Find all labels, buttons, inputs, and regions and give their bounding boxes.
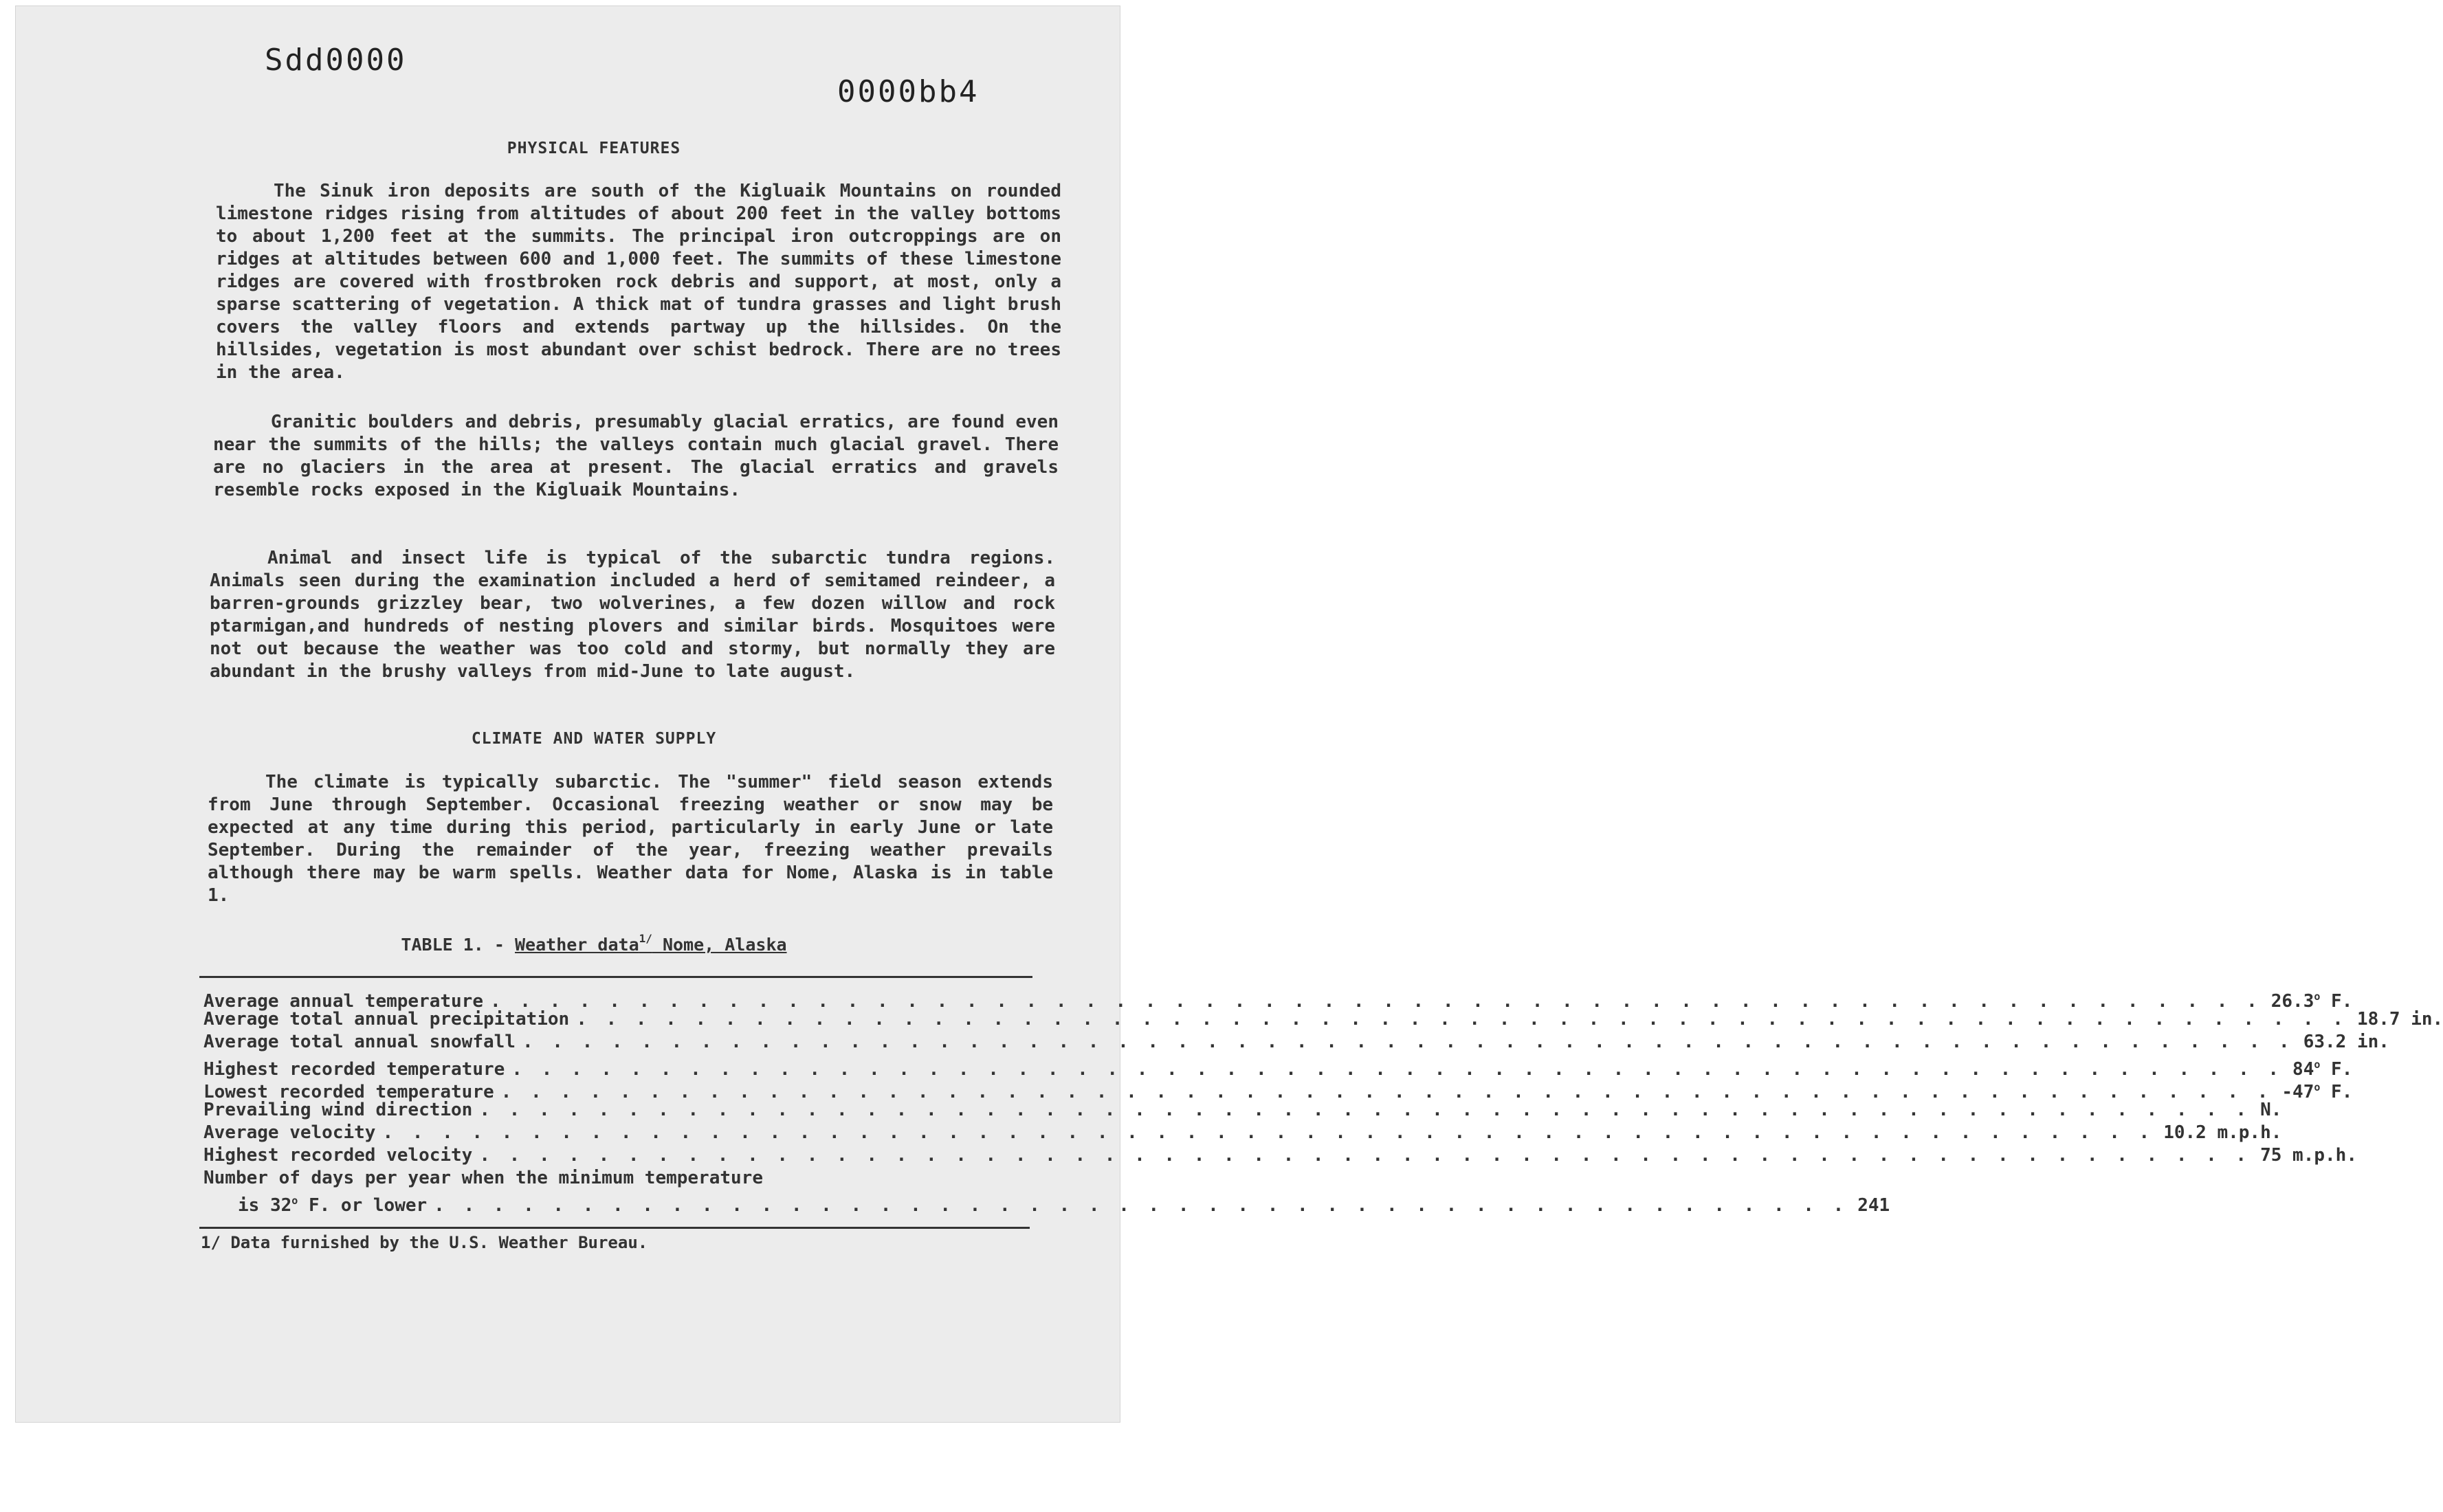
weather-row-label-line2: is 32$^o$ F. or lower bbox=[238, 1194, 428, 1216]
weather-row-value: -47$^o$ F. bbox=[2281, 1081, 2353, 1102]
weather-row-label: Average velocity bbox=[203, 1122, 376, 1143]
weather-row bbox=[203, 1144, 2357, 1167]
weather-row bbox=[203, 1031, 2389, 1054]
weather-row-value: 10.2 m.p.h. bbox=[2163, 1122, 2282, 1143]
weather-table bbox=[203, 986, 2443, 1216]
weather-row-label: Highest recorded temperature bbox=[203, 1059, 505, 1080]
table-label: TABLE 1. - bbox=[401, 935, 505, 955]
weather-row-value: N. bbox=[2260, 1100, 2282, 1120]
table-caption bbox=[0, 932, 1188, 955]
weather-row bbox=[203, 1099, 2282, 1122]
leader-dots: . . . . . . . . . . . . . . . . . . . . . . . . . . . . . . . . . . . . . . . . . . . . . . . . . . . . . . . . . . . . bbox=[479, 1145, 2251, 1166]
weather-row-line2 bbox=[203, 1190, 1890, 1216]
paragraph-climate-1: The climate is typically subarctic. The "summer" field season extends from June through September. Occasional freezing weather or snow may be expected at any time during this period, particularly in early June or late September. During the remainder of the year, freezing weather prevails although there may be warm spells. Weather data for Nome, Alaska is in table 1. bbox=[208, 772, 1053, 906]
page-stamp-top: Sdd0000 bbox=[265, 43, 407, 78]
weather-row-label: Prevailing wind direction bbox=[203, 1100, 473, 1120]
leader-dots: . . . . . . . . . . . . . . . . . . . . . . . . . . . . . . . . . . . . . . . . . . . . . . . . . . . . . . . . . . . . bbox=[382, 1122, 2154, 1143]
heading-climate: CLIMATE AND WATER SUPPLY bbox=[471, 730, 717, 748]
weather-row bbox=[203, 1008, 2443, 1031]
page-stamp-right: 0000bb4 bbox=[837, 74, 980, 109]
weather-row-value: 63.2 in. bbox=[2303, 1032, 2389, 1052]
weather-row-days-below-freezing bbox=[203, 1167, 1890, 1216]
weather-rows bbox=[203, 986, 2443, 1167]
weather-row-value: 241 bbox=[1857, 1195, 1890, 1216]
leader-dots: . . . . . . . . . . . . . . . . . . . . . . . . . . . . . . . . . . . . . . . . . . . . . . . . . . . . . . . . . . . . bbox=[500, 1082, 2273, 1102]
leader-dots: . . . . . . . . . . . . . . . . . . . . . . . . . . . . . . . . . . . . . . . . . . . . . . . . . . . . . . . . . . . . bbox=[522, 1032, 2294, 1052]
weather-row-value: 18.7 in. bbox=[2356, 1009, 2443, 1030]
weather-row-value: 84$^o$ F. bbox=[2292, 1058, 2353, 1080]
weather-row bbox=[203, 1054, 2353, 1080]
table-title-rest: Nome, Alaska bbox=[652, 935, 787, 955]
leader-dots: . . . . . . . . . . . . . . . . . . . . . . . . . . . . . . . . . . . . . . . . . . . . . . . . bbox=[434, 1195, 1848, 1216]
table-title bbox=[515, 932, 787, 955]
leader-dots: . . . . . . . . . . . . . . . . . . . . . . . . . . . . . . . . . . . . . . . . . . . . . . . . . . . . . . . . . . . . bbox=[511, 1059, 2284, 1080]
weather-row-value: 26.3$^o$ F. bbox=[2270, 990, 2353, 1012]
leader-dots: . . . . . . . . . . . . . . . . . . . . . . . . . . . . . . . . . . . . . . . . . . . . . . . . . . . . . . . . . . . . bbox=[576, 1009, 2347, 1030]
paragraph-physical-3: Animal and insect life is typical of the subarctic tundra regions. Animals seen during the examination included a herd of semitamed reindeer, a barren-grounds grizzley bear, two wolverines, a few dozen willow and rock ptarmigan,and hundreds of nesting plovers and similar birds. Mosquitoes were not out because the weather was too cold and stormy, but normally they are abundant in the brushy valleys from mid-June to late august. bbox=[210, 548, 1055, 682]
table-title-text: Weather data bbox=[515, 935, 639, 955]
weather-row-label: Average annual temperature bbox=[203, 991, 483, 1012]
weather-row bbox=[203, 986, 2353, 1012]
weather-row-label-line1: Number of days per year when the minimum temperature bbox=[203, 1168, 763, 1188]
weather-row-label: Average total annual snowfall bbox=[203, 1032, 516, 1052]
leader-dots: . . . . . . . . . . . . . . . . . . . . . . . . . . . . . . . . . . . . . . . . . . . . . . . . . . . . . . . . . . . . bbox=[490, 991, 2262, 1012]
weather-row bbox=[203, 1122, 2282, 1144]
paragraph-physical-2: Granitic boulders and debris, presumably glacial erratics, are found even near the summits of the hills; the valleys contain much glacial gravel. There are no glaciers in the area at present. The glacial erratics and gravels resemble rocks exposed in the Kigluaik Mountains. bbox=[213, 412, 1059, 500]
paragraph-physical-1: The Sinuk iron deposits are south of the Kigluaik Mountains on rounded limestone ridges rising from altitudes of about 200 feet in the valley bottoms to about 1,200 feet at the summits. The principal iron outcroppings are on ridges at altitudes between 600 and 1,000 feet. The summits of these limestone ridges are covered with frostbroken rock debris and support, at most, only a sparse scattering of vegetation. A thick mat of tundra grasses and light brush covers the valley floors and extends partway up the hillsides. On the hillsides, vegetation is most abundant over schist bedrock. There are no trees in the area. bbox=[216, 181, 1061, 383]
weather-row-label: Highest recorded velocity bbox=[203, 1145, 473, 1166]
table-footnote: 1/ Data furnished by the U.S. Weather Bureau. bbox=[201, 1233, 648, 1252]
weather-row-label: Lowest recorded temperature bbox=[203, 1082, 494, 1102]
weather-row-value: 75 m.p.h. bbox=[2260, 1145, 2357, 1166]
table-title-footnote-mark: 1/ bbox=[639, 932, 652, 945]
leader-dots: . . . . . . . . . . . . . . . . . . . . . . . . . . . . . . . . . . . . . . . . . . . . . . . . . . . . . . . . . . . . bbox=[479, 1100, 2251, 1120]
heading-physical-features: PHYSICAL FEATURES bbox=[507, 140, 681, 157]
table-bottom-rule bbox=[199, 1227, 1030, 1229]
weather-row-label: Average total annual precipitation bbox=[203, 1009, 570, 1030]
table-top-rule bbox=[199, 976, 1032, 978]
